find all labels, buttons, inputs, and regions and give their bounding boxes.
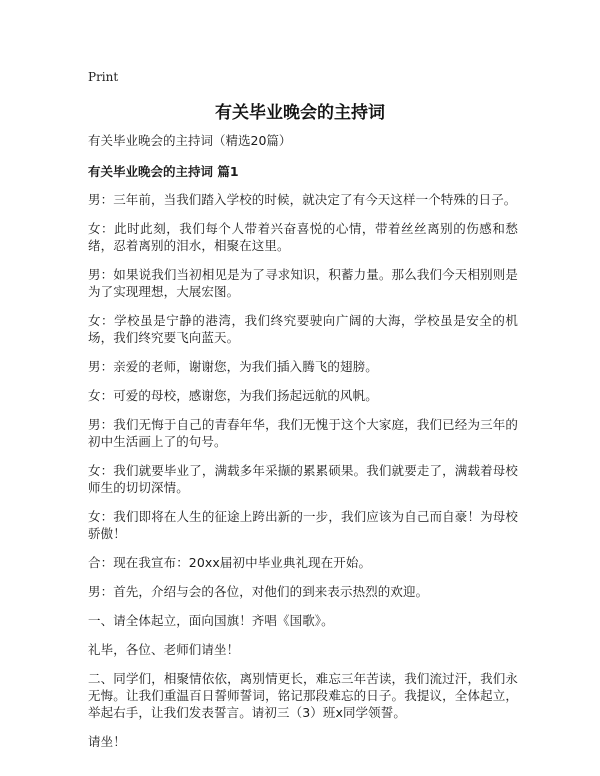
page-title: 有关毕业晚会的主持词 (215, 103, 385, 123)
print-link[interactable]: Print (88, 70, 119, 84)
paragraph: 二、同学们，相聚情依依，离别情更长，难忘三年苦读，我们流过汗，我们永无悔。让我们重温百日誓师誓词，铭记那段难忘的日子。我提议，全体起立，举起右手，让我们发表誓言。请初三（3）班x同学领誓。 (88, 671, 518, 720)
paragraph: 男：如果说我们当初相见是为了寻求知识，积蓄力量。那么我们今天相别则是为了实现理想，大展宏图。 (88, 267, 518, 299)
paragraph: 男：三年前，当我们踏入学校的时候，就决定了有今天这样一个特殊的日子。 (88, 192, 517, 207)
paragraph: 合：现在我宣布：20xx届初中毕业典礼现在开始。 (88, 555, 372, 570)
paragraph: 请坐！ (88, 734, 126, 749)
paragraph: 女：我们就要毕业了，满载多年采撷的累累硕果。我们就要走了，满载着母校师生的切切深情。 (88, 463, 518, 495)
paragraph: 礼毕，各位、老师们请坐！ (88, 642, 240, 657)
paragraph: 一、请全体起立，面向国旗！齐唱《国歌》。 (88, 613, 334, 628)
section-heading: 有关毕业晚会的主持词 篇1 (88, 164, 239, 179)
paragraph: 女：学校虽是宁静的港湾，我们终究要驶向广阔的大海，学校虽是安全的机场，我们终究要飞向蓝天。 (88, 313, 518, 345)
paragraph: 女：此时此刻，我们每个人带着兴奋喜悦的心情，带着丝丝离别的伤感和愁绪，忍着离别的泪水，相聚在这里。 (88, 221, 518, 253)
paragraph: 女：我们即将在人生的征途上跨出新的一步，我们应该为自己而自豪！为母校骄傲！ (88, 509, 518, 541)
paragraph: 男：亲爱的老师，谢谢您，为我们插入腾飞的翅膀。 (88, 359, 378, 374)
paragraph: 女：可爱的母校，感谢您，为我们扬起远航的风帆。 (88, 388, 378, 403)
paragraph: 男：我们无悔于自己的青春年华，我们无愧于这个大家庭，我们已经为三年的初中生活画上了的句号。 (88, 417, 518, 449)
document-subtitle: 有关毕业晚会的主持词（精选20篇） (88, 133, 292, 148)
document-body (88, 132, 518, 762)
paragraph: 男：首先，介绍与会的各位，对他们的到来表示热烈的欢迎。 (88, 584, 429, 599)
